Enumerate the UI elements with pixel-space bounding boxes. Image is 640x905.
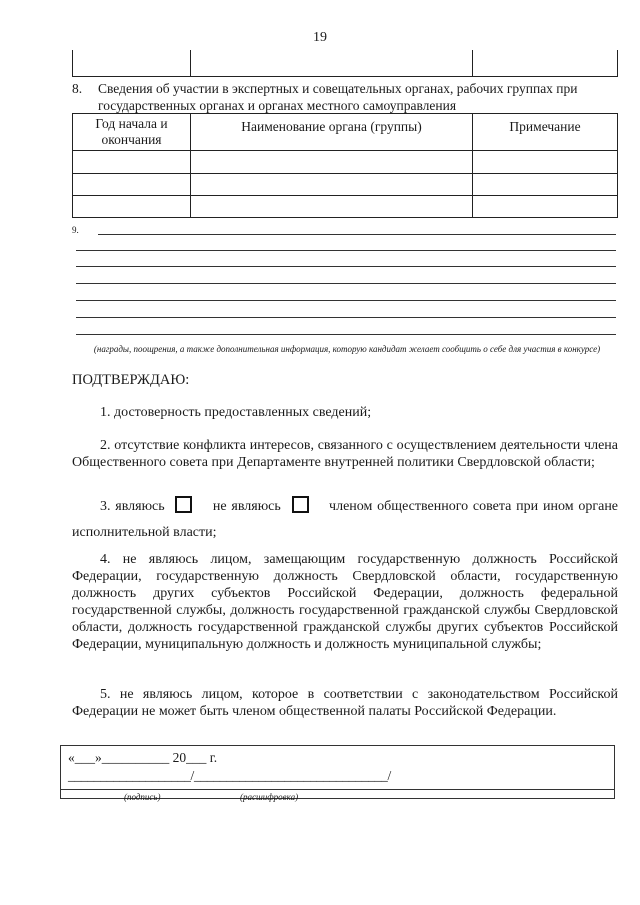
section-9-line[interactable]: [76, 266, 616, 267]
date-field[interactable]: «___»__________ 20___ г.: [68, 750, 218, 765]
section-8-title: Сведения об участии в экспертных и совещательных органах, рабочих группах при государственных органах и органах местного самоуправления: [98, 81, 578, 113]
signature-underline: [60, 789, 615, 790]
item-3-not-label: не являюсь: [212, 499, 281, 514]
signature-caption: (подпись): [124, 792, 161, 802]
section-9-line[interactable]: [76, 334, 616, 335]
section-9-caption: (награды, поощрения, а также дополнительная информация, которую кандидат желает сообщить о себе для участия в конкурсе): [93, 344, 601, 354]
section-9-line[interactable]: [76, 250, 616, 251]
is-member-checkbox[interactable]: [175, 496, 192, 513]
confirm-item-4: 4. не являюсь лицом, замещающим государственную должность Российской Федерации, государственную должность Свердловской области, государственную должность других субъектов Российской Федерации, должность федеральной государственной службы, должность государственной гражданской службы Свердловской области, должность государственной гражданской службы других субъектов Российской Федерации, муниципальную должность и должность муниципальной службы;: [72, 552, 618, 652]
confirm-item-2: 2. отсутствие конфликта интересов, связанного с осуществлением деятельности члена Общественного совета при Департаменте внутренней политики Свердловской области;: [72, 438, 618, 470]
confirm-item-1: 1. достоверность предоставленных сведений;: [100, 405, 372, 420]
table-row: [73, 151, 618, 174]
item-3-text: членом общественного совета при ином органе исполнительной власти;: [72, 499, 619, 540]
table-row: [73, 174, 618, 196]
decode-caption: (расшифровка): [240, 792, 299, 802]
section-9-number: 9.: [72, 225, 79, 235]
item-3-is-label: 3. являюсь: [100, 499, 165, 514]
confirm-item-5: 5. не являюсь лицом, которое в соответствии с законодательством Российской Федерации не может быть членом общественной палаты Российской Федерации.: [72, 687, 618, 719]
section-9-line[interactable]: [76, 317, 616, 318]
previous-table-tail: [72, 50, 618, 77]
section-9-line[interactable]: [76, 300, 616, 301]
section-9-line[interactable]: [98, 234, 616, 235]
section-9-line[interactable]: [76, 283, 616, 284]
confirm-item-3: [72, 494, 618, 546]
signature-field[interactable]: ___________________/______________________________/: [68, 768, 391, 783]
page-number: 19: [313, 30, 327, 45]
section-8-table: [72, 113, 618, 218]
column-header-years: Год начала и окончания: [73, 114, 191, 151]
section-8-number: 8.: [72, 81, 83, 96]
table-row: [73, 196, 618, 218]
confirm-heading: ПОДТВЕРЖДАЮ:: [72, 372, 190, 388]
column-header-note: Примечание: [473, 114, 618, 151]
column-header-organ: Наименование органа (группы): [191, 114, 473, 151]
not-member-checkbox[interactable]: [292, 496, 309, 513]
